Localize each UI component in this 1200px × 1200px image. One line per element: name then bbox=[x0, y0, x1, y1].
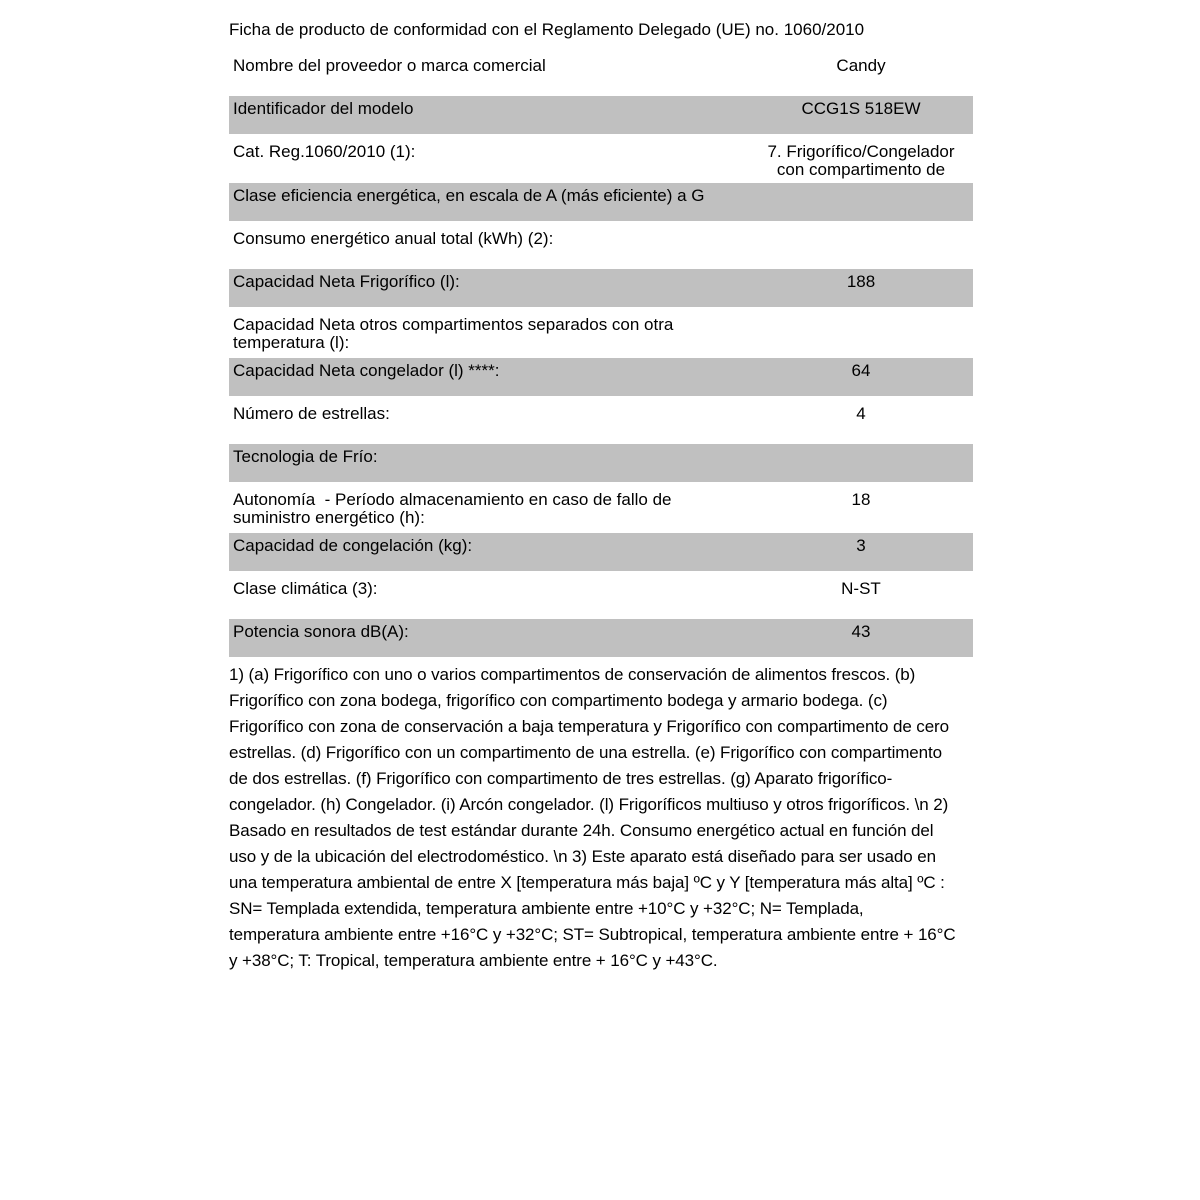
row-value: 18 bbox=[851, 490, 871, 509]
row-label: Identificador del modelo bbox=[233, 99, 414, 118]
page-title: Ficha de producto de conformidad con el Reglamento Delegado (UE) no. 1060/2010 bbox=[229, 20, 865, 39]
table-row bbox=[229, 444, 973, 482]
footnote-line: Basado en resultados de test estándar durante 24h. Consumo energético actual en función del bbox=[229, 821, 934, 840]
row-label: Autonomía - Período almacenamiento en caso de fallo de suministro energético (h): bbox=[233, 490, 677, 527]
product-fiche bbox=[229, 20, 973, 974]
row-value: 43 bbox=[851, 622, 871, 641]
row-label: Nombre del proveedor o marca comercial bbox=[233, 56, 546, 75]
row-label: Potencia sonora dB(A): bbox=[233, 622, 409, 641]
spec-table bbox=[229, 53, 973, 657]
table-row bbox=[229, 226, 973, 264]
row-value bbox=[761, 183, 961, 187]
table-row bbox=[229, 139, 973, 178]
row-label: Clase climática (3): bbox=[233, 579, 378, 598]
footnote-line: congelador. (h) Congelador. (i) Arcón congelador. (l) Frigoríficos multiuso y otros frigoríficos. \n 2) bbox=[229, 795, 949, 814]
table-row bbox=[229, 487, 973, 528]
footnote-line: estrellas. (d) Frigorífico con un compartimento de una estrella. (e) Frigorífico con compartimento bbox=[229, 743, 942, 762]
row-label: Número de estrellas: bbox=[233, 404, 390, 423]
row-value bbox=[761, 444, 961, 448]
table-row bbox=[229, 96, 973, 134]
row-value: 4 bbox=[856, 404, 866, 423]
row-label: Consumo energético anual total (kWh) (2): bbox=[233, 229, 554, 248]
row-value: 64 bbox=[851, 361, 871, 380]
row-label: Tecnologia de Frío: bbox=[233, 447, 378, 466]
table-row bbox=[229, 269, 973, 307]
footnote-line: 1) (a) Frigorífico con uno o varios compartimentos de conservación de alimentos frescos. (b) bbox=[229, 665, 916, 684]
table-row bbox=[229, 183, 973, 221]
table-row bbox=[229, 619, 973, 657]
row-label: Capacidad Neta otros compartimentos separados con otra temperatura (l): bbox=[233, 315, 679, 352]
table-row bbox=[229, 312, 973, 353]
table-row bbox=[229, 358, 973, 396]
footnote-line: Frigorífico con zona bodega, frigorífico con compartimento bodega y armario bodega. (c) bbox=[229, 691, 888, 710]
row-value: 7. Frigorífico/Congelador con compartimento de bbox=[767, 142, 960, 179]
table-row bbox=[229, 533, 973, 571]
row-value: N-ST bbox=[841, 579, 881, 598]
footnote-line: temperatura ambiente entre +16°C y +32°C; ST= Subtropical, temperatura ambiente entre + 16°C bbox=[229, 925, 956, 944]
row-value: 3 bbox=[856, 536, 866, 555]
row-label: Clase eficiencia energética, en escala de A (más eficiente) a G bbox=[233, 186, 705, 205]
row-value bbox=[761, 312, 961, 316]
table-row bbox=[229, 401, 973, 439]
table-row bbox=[229, 576, 973, 614]
row-label: Capacidad Neta congelador (l) ****: bbox=[233, 361, 500, 380]
footnote-line: SN= Templada extendida, temperatura ambiente entre +10°C y +32°C; N= Templada, bbox=[229, 899, 864, 918]
footnote-line: Frigorífico con zona de conservación a baja temperatura y Frigorífico con compartimento de cero bbox=[229, 717, 949, 736]
footnote-line: una temperatura ambiental de entre X [temperatura más baja] ºC y Y [temperatura más alta] ºC : bbox=[229, 873, 945, 892]
row-value: 188 bbox=[846, 272, 876, 291]
row-value bbox=[761, 226, 961, 230]
table-row bbox=[229, 53, 973, 91]
footnote-line: y +38°C; T: Tropical, temperatura ambiente entre + 16°C y +43°C. bbox=[229, 951, 718, 970]
row-label: Cat. Reg.1060/2010 (1): bbox=[233, 142, 416, 161]
footnote-line: uso y de la ubicación del electrodoméstico. \n 3) Este aparato está diseñado para ser usado en bbox=[229, 847, 936, 866]
row-label: Capacidad de congelación (kg): bbox=[233, 536, 473, 555]
row-value: Candy bbox=[836, 56, 886, 75]
row-value: CCG1S 518EW bbox=[801, 99, 921, 118]
footnote-line: de dos estrellas. (f) Frigorífico con compartimento de tres estrellas. (g) Aparato frigorífico- bbox=[229, 769, 893, 788]
row-label: Capacidad Neta Frigorífico (l): bbox=[233, 272, 460, 291]
footnotes bbox=[229, 662, 973, 974]
